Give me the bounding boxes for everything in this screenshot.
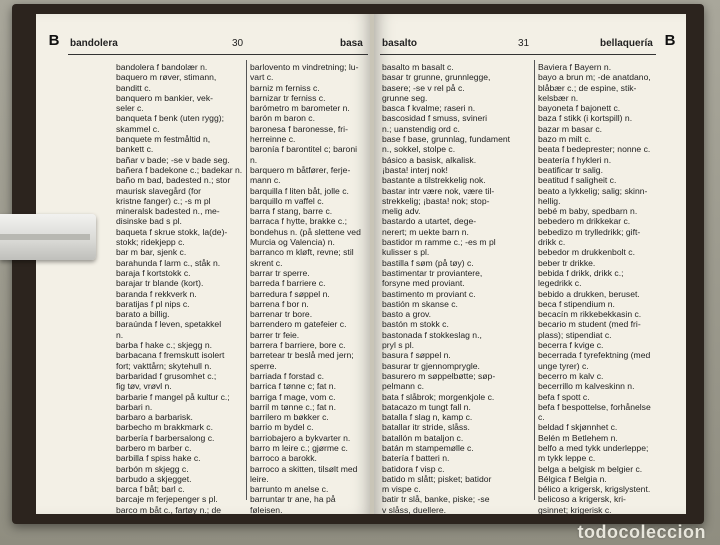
dictionary-entry: barrenar tr bore. (250, 309, 313, 320)
dictionary-entry: barrer tr feie. (250, 329, 300, 340)
dictionary-column-1 (116, 62, 244, 514)
dictionary-entry: barriga f mage, vom c. (250, 391, 336, 402)
dictionary-entry: Baviera f Bayern n. (538, 62, 612, 72)
dictionary-entry: batidora f visp c. (382, 463, 445, 474)
dictionary-entry: barbaridad f grusomhet c.; (116, 370, 217, 381)
dictionary-entry: m tykk leppe c. (538, 453, 596, 464)
dictionary-entry: beata f bedeprester; nonne c. (538, 144, 651, 155)
dictionary-entry: barbarie f mangel på kultur c.; (116, 391, 230, 402)
dictionary-entry: maurisk slavegård (for (116, 185, 202, 196)
dictionary-entry: barato a billig. (116, 309, 170, 320)
dictionary-entry: n.; uanstendig ord c. (382, 123, 460, 134)
dictionary-entry: baraúnda f leven, spetakkel (116, 319, 222, 330)
dictionary-entry: becerra f kvige c. (538, 340, 604, 351)
dictionary-entry: sperre. (250, 360, 277, 371)
dictionary-entry: barro m leire c.; gjørme c. (250, 442, 348, 453)
dictionary-entry: beatería f hykleri n. (538, 154, 612, 165)
dictionary-entry: belga a belgisk m belgier c. (538, 463, 643, 474)
dictionary-entry: barrera f barriere, bore c. (250, 340, 346, 351)
guide-word-last: bellaquería (600, 38, 653, 49)
dictionary-entry: barbecho m brakkmark c. (116, 422, 213, 433)
dictionary-entry: banquero m bankier, vek- (116, 92, 213, 103)
dictionary-entry: beldad f skjønnhet c. (538, 422, 618, 433)
dictionary-entry: bebido a drukken, beruset. (538, 288, 640, 299)
dictionary-entry: barbaro a barbarisk. (116, 412, 193, 423)
dictionary-entry: kristne fanger) c.; -s m pl (116, 195, 211, 206)
dictionary-entry: barbilla f spiss hake c. (116, 453, 201, 464)
dictionary-entry: mineralsk badested n., me- (116, 206, 220, 217)
dictionary-entry: herreinne c. (250, 134, 296, 145)
dictionary-entry: drikk c. (538, 237, 566, 248)
dictionary-entry: banquete m festmåltid n, (116, 134, 211, 145)
dictionary-entry: barco m båt c., fartøy n.; de (116, 504, 222, 514)
dictionary-entry: barretear tr beslå med jern; (250, 350, 354, 361)
dictionary-entry: bastimento m proviant c. (382, 288, 476, 299)
dictionary-entry: stokk; ridekjepp c. (116, 237, 185, 248)
dictionary-entry: bastar intr være nok, være til- (382, 185, 495, 196)
dictionary-entry: barriobajero a bykvarter n. (250, 432, 351, 443)
dictionary-entry: barbero m barber c. (116, 442, 192, 453)
dictionary-entry: barruntar tr ane, ha på (250, 494, 336, 505)
dictionary-entry: kelsbær n. (538, 92, 579, 103)
dictionary-entry: Murcia og Valencia) n. (250, 237, 335, 248)
dictionary-entry: barrilero m bøkker c. (250, 412, 329, 423)
dictionary-entry: barredura f søppel n. (250, 288, 330, 299)
dictionary-entry: fort; vakttårn; skytehull n. (116, 360, 212, 371)
right-page (374, 14, 686, 514)
dictionary-entry: nerert; m uekte barn n. (382, 226, 469, 237)
dictionary-entry: mann c. (250, 175, 281, 186)
dictionary-entry: Bélgica f Belgia n. (538, 473, 607, 484)
dictionary-entry: blåbær c.; de espine, stik- (538, 82, 637, 93)
dictionary-entry: barraca f hytte, brakke c.; (250, 216, 347, 227)
column-divider (246, 60, 247, 500)
dictionary-entry: baronía f barontitel c; baroni (250, 144, 358, 155)
dictionary-entry: hellig. (538, 195, 561, 206)
dictionary-entry: beato a lykkelig; salig; skinn- (538, 185, 648, 196)
dictionary-entry: bayo a brun m; -de anatdano, (538, 72, 651, 83)
dictionary-column-2 (250, 62, 368, 514)
dictionary-entry: barra f stang, barre c. (250, 206, 333, 217)
dictionary-entry: baronesa f baronesse, fri- (250, 123, 348, 134)
dictionary-entry: bastimentar tr proviantere, (382, 267, 483, 278)
dictionary-entry: barnizar tr ferniss c. (250, 92, 326, 103)
dictionary-entry: Belén m Betlehem n. (538, 432, 618, 443)
dictionary-column-2 (538, 62, 678, 514)
dictionary-entry: barbón m skjegg c. (116, 463, 189, 474)
dictionary-entry: føleisen. (250, 504, 283, 514)
dictionary-entry: basca f kvalme; raseri n. (382, 103, 476, 114)
dictionary-entry: n. (116, 329, 124, 340)
dictionary-entry: barrica f tønne c; fat n. (250, 381, 336, 392)
dictionary-entry: barbudo a skjegget. (116, 473, 192, 484)
dictionary-entry: skammel c. (116, 123, 160, 134)
dictionary-entry: basar tr grunne, grunnlegge, (382, 72, 491, 83)
dictionary-entry: bastión m skanse c. (382, 298, 458, 309)
dictionary-entry: batería f batteri n. (382, 453, 450, 464)
dictionary-entry: leire. (250, 473, 269, 484)
dictionary-entry: becerrada f tyrefektning (med (538, 350, 651, 361)
dictionary-entry: bondehus n. (på slettene ved (250, 226, 361, 237)
dictionary-entry: melig adv. (382, 206, 421, 217)
dictionary-entry: beber tr drikke. (538, 257, 596, 268)
dictionary-entry: batallar itr stride, slåss. (382, 422, 470, 433)
dictionary-entry: base f base, grunnlag, fundament (382, 134, 511, 145)
dictionary-entry: pelmann c. (382, 381, 425, 392)
dictionary-entry: bascosidad f smuss, svineri (382, 113, 488, 124)
dictionary-entry: bélico a krigersk, krigslystent. (538, 484, 651, 495)
dictionary-entry: basto a grov. (382, 309, 432, 320)
dictionary-entry: n. (250, 154, 258, 165)
right-page-header (374, 32, 686, 54)
dictionary-entry: bastilla f søm (på tøy) c. (382, 257, 474, 268)
dictionary-entry: barca f båt; barl c. (116, 484, 185, 495)
dictionary-entry: baranda f rekkverk n. (116, 288, 197, 299)
dictionary-entry: batir tr slå, banke, piske; -se (382, 494, 490, 505)
dictionary-entry: becerro m kalv c. (538, 370, 604, 381)
dictionary-entry: basurar tr gjennomprygle. (382, 360, 480, 371)
dictionary-entry: beatificar tr salig. (538, 164, 603, 175)
watermark: todocoleccion (577, 522, 706, 542)
dictionary-entry: bebedor m drukkenbolt c. (538, 247, 635, 258)
dictionary-entry: bastardo a utartet, dege- (382, 216, 477, 227)
dictionary-entry: barbería f barbersalong c. (116, 432, 215, 443)
dictionary-entry: bañera f badekone c.; badekar n. (116, 164, 243, 175)
dictionary-entry: batallón m bataljon c. (382, 432, 464, 443)
dictionary-entry: ¡basta! interj nok! (382, 164, 448, 175)
dictionary-entry: unge tyrer) c. (538, 360, 589, 371)
dictionary-entry: bazar m basar c. (538, 123, 602, 134)
dictionary-entry: bebé m baby, spedbarn n. (538, 206, 638, 217)
dictionary-entry: becario m student (med fri- (538, 319, 641, 330)
dictionary-column-1 (382, 62, 532, 514)
page-number: 31 (518, 38, 530, 49)
dictionary-entry: bankett c. (116, 144, 154, 155)
dictionary-entry: basurero m søppelbøtte; søp- (382, 370, 496, 381)
dictionary-entry: beca f stipendium n. (538, 298, 615, 309)
dictionary-entry: bebedero m drikkekar c. (538, 216, 631, 227)
dictionary-entry: barajar tr blande (kort). (116, 278, 204, 289)
dictionary-entry: beatitud f saligheit c. (538, 175, 617, 186)
header-rule (380, 54, 656, 55)
dictionary-entry: skrent c. (250, 257, 283, 268)
left-page-header (36, 32, 372, 54)
bookmark-clip (0, 214, 96, 260)
dictionary-entry: barniz m ferniss c. (250, 82, 320, 93)
dictionary-entry: barrunto m anelse c. (250, 484, 329, 495)
dictionary-entry: barrar tr sperre. (250, 267, 310, 278)
dictionary-entry: barquilla f liten båt, jolle c. (250, 185, 349, 196)
dictionary-entry: baza f stikk (i kortspill) n. (538, 113, 633, 124)
dictionary-entry: bastidor m ramme c.; -es m pl (382, 237, 496, 248)
dictionary-entry: bar m bar, sjenk c. (116, 247, 187, 258)
dictionary-entry: m vispe c. (382, 484, 421, 495)
dictionary-entry: banqueta f benk (uten rygg); (116, 113, 224, 124)
dictionary-entry: barroco a barokk. (250, 453, 317, 464)
dictionary-entry: barahunda f larm c., ståk n. (116, 257, 221, 268)
dictionary-entry: baño m bad, badested n.; stor (116, 175, 231, 186)
letter-tab: B (660, 30, 680, 52)
dictionary-entry: n., sokkel, stolpe c. (382, 144, 456, 155)
dictionary-entry: becacín m rikkebekkasin c. (538, 309, 642, 320)
dictionary-entry: barba f hake c.; skjegg n. (116, 340, 213, 351)
dictionary-entry: legedrikk c. (538, 278, 582, 289)
dictionary-entry: barbacana f fremskutt isolert (116, 350, 225, 361)
dictionary-entry: básico a basisk, alkalisk. (382, 154, 477, 165)
dictionary-entry: pryl s pl. (382, 340, 414, 351)
dictionary-entry: fig tøv, vrøvl n. (116, 381, 172, 392)
dictionary-entry: barrendero m gatefeier c. (250, 319, 347, 330)
dictionary-entry: barrena f bor n. (250, 298, 309, 309)
dictionary-entry: bastón m stokk c. (382, 319, 449, 330)
dictionary-entry: baratijas f pl nips c. (116, 298, 190, 309)
guide-word-first: bandolera (70, 38, 118, 49)
dictionary-entry: barriada f forstad c. (250, 370, 325, 381)
dictionary-entry: plass); stipendiat c. (538, 329, 612, 340)
dictionary-entry: baqueta f skrue stokk, la(de)- (116, 226, 228, 237)
dictionary-entry: bastante a tilstrekkelig nok. (382, 175, 486, 186)
dictionary-entry: strekkelig; ¡basta! nok; stop- (382, 195, 490, 206)
dictionary-entry: barlovento m vindretning; lu- (250, 62, 359, 72)
dictionary-entry: barquillo m vaffel c. (250, 195, 324, 206)
dictionary-entry: belfo a med tykk underleppe; (538, 442, 649, 453)
dictionary-entry: grunne seg. (382, 92, 428, 103)
dictionary-entry: c. (538, 412, 545, 423)
dictionary-entry: bayoneta f bajonett c. (538, 103, 621, 114)
dictionary-entry: baraja f kortstokk c. (116, 267, 191, 278)
dictionary-entry: barrio m bydel c. (250, 422, 314, 433)
dictionary-entry: batalla f slag n, kamp c. (382, 412, 473, 423)
dictionary-entry: bebedizo m trylledrikk; gift- (538, 226, 641, 237)
dictionary-entry: disinske bad s pl. (116, 216, 182, 227)
dictionary-entry: befa f spott c. (538, 391, 590, 402)
dictionary-entry: befa f bespottelse, forhånelse (538, 401, 651, 412)
dictionary-entry: seler c. (116, 103, 144, 114)
dictionary-entry: bata f slåbrok; morgenkjole c. (382, 391, 495, 402)
dictionary-entry: batán m stampemølle c. (382, 442, 474, 453)
header-rule (68, 54, 368, 55)
dictionary-entry: baquero m røver, stimann, (116, 72, 217, 83)
dictionary-entry: barcaje m ferjepenger s pl. (116, 494, 218, 505)
dictionary-entry: barón m baron c. (250, 113, 315, 124)
dictionary-entry: bandolera f bandolær n. (116, 62, 208, 72)
dictionary-entry: vart c. (250, 72, 274, 83)
dictionary-entry: barómetro m barometer n. (250, 103, 350, 114)
dictionary-entry: v slåss, duellere. (382, 504, 447, 514)
dictionary-entry: gsinnet; krigerisk c. (538, 504, 612, 514)
dictionary-entry: batido m slått; pisket; batidor (382, 473, 492, 484)
dictionary-entry: barril m tønne c.; fat n. (250, 401, 336, 412)
dictionary-entry: forsyne med proviant. (382, 278, 465, 289)
dictionary-entry: basere; -se v rel på c. (382, 82, 465, 93)
letter-tab: B (44, 30, 64, 52)
left-page (36, 14, 372, 514)
column-divider (534, 60, 535, 500)
dictionary-entry: belicoso a krigersk, kri- (538, 494, 626, 505)
guide-word-last: basa (340, 38, 363, 49)
dictionary-entry: bañar v bade; -se v bade seg. (116, 154, 230, 165)
dictionary-entry: barreda f barriere c. (250, 278, 326, 289)
dictionary-entry: bazo m milt c. (538, 134, 592, 145)
dictionary-entry: bebida f drikk, drikk c.; (538, 267, 624, 278)
dictionary-entry: barroco a skitten, tilsølt med (250, 463, 358, 474)
dictionary-entry: bastonada f stokkeslag n., (382, 329, 482, 340)
dictionary-entry: basura f søppel n. (382, 350, 451, 361)
dictionary-entry: barranco m kløft, revne; stil (250, 247, 354, 258)
dictionary-entry: batacazo m tungt fall n. (382, 401, 471, 412)
dictionary-entry: basalto m basalt c. (382, 62, 454, 72)
dictionary-entry: barquero m båtfører, ferje- (250, 164, 351, 175)
page-number: 30 (232, 38, 244, 49)
guide-word-first: basalto (382, 38, 418, 49)
dictionary-entry: becerrillo m kalveskinn n. (538, 381, 635, 392)
dictionary-entry: kulisser s pl. (382, 247, 430, 258)
dictionary-entry: banditt c. (116, 82, 151, 93)
dictionary-entry: barbari n. (116, 401, 153, 412)
